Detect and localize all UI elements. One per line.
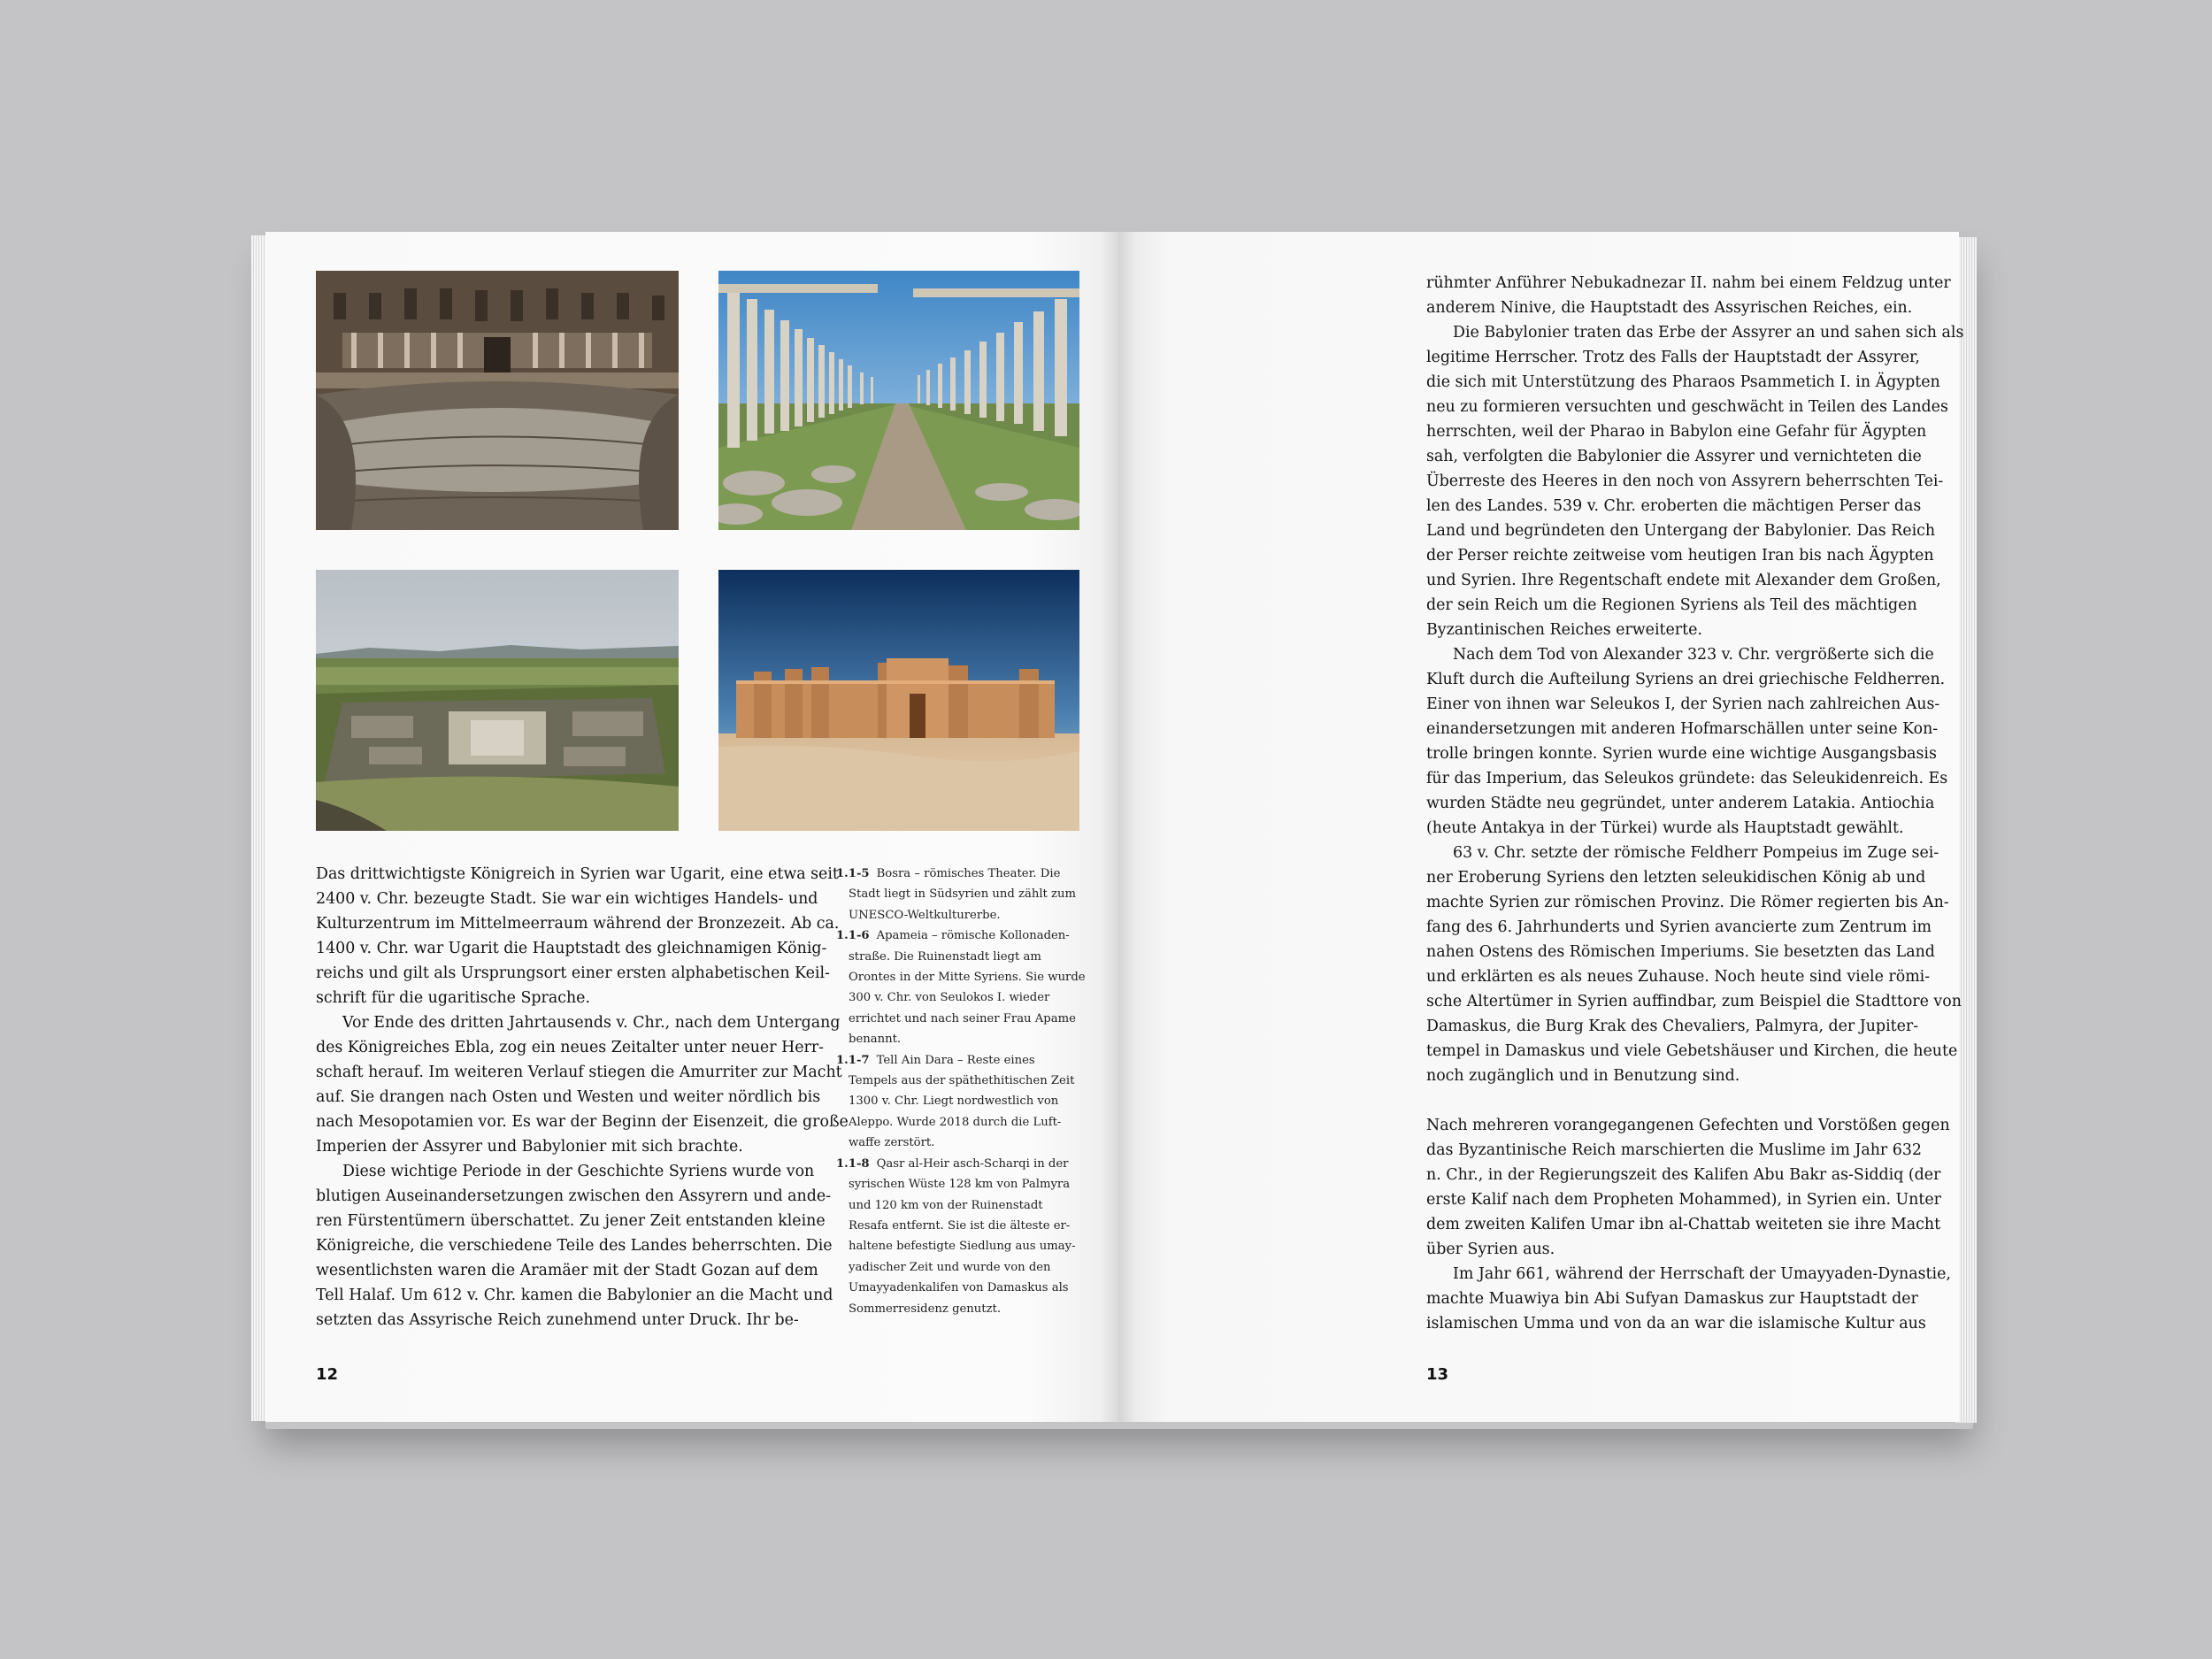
caption-text: errichtet und nach seiner Frau Apame bbox=[849, 1011, 1076, 1025]
left-line: wesentlichsten waren die Aramäer mit der Stadt Gozan auf dem bbox=[316, 1262, 818, 1279]
left-line: Vor Ende des dritten Jahrtausends v. Chr., nach dem Untergang bbox=[342, 1014, 841, 1032]
left-line: 2400 v. Chr. bezeugte Stadt. Sie war ein wichtiges Handels- und bbox=[316, 890, 818, 908]
left-line: reichs und gilt als Ursprungsort einer ersten alphabetischen Keil- bbox=[316, 964, 830, 982]
right-line: die sich mit Unterstützung des Pharaos Psammetich I. in Ägypten bbox=[1426, 373, 1940, 391]
caption-text: Apameia – römische Kollonaden- bbox=[876, 929, 1070, 943]
caption-text: Stadt liegt in Südsyrien und zählt zum bbox=[849, 887, 1076, 902]
right-line: Im Jahr 661, während der Herrschaft der Umayyaden-Dynastie, bbox=[1453, 1265, 1951, 1283]
caption-text: straße. Die Ruinenstadt liegt am bbox=[849, 949, 1041, 964]
right-line: und erklärten es als neues Zuhause. Noch heute sind viele römi- bbox=[1426, 968, 1931, 986]
caption-text: 300 v. Chr. von Seulokos I. wieder bbox=[849, 991, 1050, 1005]
caption-1-1-8 bbox=[836, 1154, 1093, 1319]
book-gutter bbox=[1101, 232, 1136, 1422]
caption-text: Umayyadenkalifen von Damaskus als bbox=[849, 1281, 1069, 1295]
left-line: Tell Halaf. Um 612 v. Chr. kamen die Babylonier an die Macht und bbox=[316, 1286, 833, 1304]
right-line: Damaskus, die Burg Krak des Chevaliers, Palmyra, der Jupiter- bbox=[1426, 1018, 1919, 1035]
tell-ain-dara-photo bbox=[316, 570, 679, 831]
right-line: einandersetzungen mit anderen Hofmarschällen unter seine Kon- bbox=[1426, 720, 1939, 738]
right-line: trolle bringen konnte. Syrien wurde eine wichtige Ausgangsbasis bbox=[1426, 745, 1937, 763]
left-line: nach Mesopotamien vor. Es war der Beginn der Eisenzeit, die große bbox=[316, 1113, 849, 1131]
left-line: blutigen Auseinandersetzungen zwischen den Assyrern und ande- bbox=[316, 1187, 832, 1205]
right-line: Die Babylonier traten das Erbe der Assyrer an und sahen sich als bbox=[1453, 324, 1964, 342]
caption-1-1-5 bbox=[836, 864, 1093, 926]
right-line: nahen Ostens des Römischen Imperiums. Sie besetzten das Land bbox=[1426, 943, 1935, 961]
left-page-number: 12 bbox=[316, 1365, 339, 1384]
right-line: herrschten, weil der Pharao in Babylon eine Gefahr für Ägypten bbox=[1426, 423, 1927, 441]
caption-number: 1.1-8 bbox=[836, 1156, 870, 1171]
qasr-al-heir-photo bbox=[718, 570, 1079, 831]
right-line: ner Eroberung Syriens den letzten seleukidischen König ab und bbox=[1426, 869, 1926, 887]
photo-captions bbox=[836, 864, 1093, 1319]
left-line: Königreiche, die verschiedene Teile des Landes beherrschten. Die bbox=[316, 1237, 833, 1255]
right-line: anderem Ninive, die Hauptstadt des Assyrischen Reiches, ein. bbox=[1426, 299, 1913, 317]
right-line: (heute Antakya in der Türkei) wurde als Hauptstadt gewählt. bbox=[1426, 819, 1904, 837]
right-line: rühmter Anführer Nebukadnezar II. nahm bei einem Feldzug unter bbox=[1426, 274, 1951, 292]
left-line: schrift für die ugaritische Sprache. bbox=[316, 989, 590, 1007]
caption-text: yadischer Zeit und wurde von den bbox=[849, 1260, 1051, 1274]
right-line: dem zweiten Kalifen Umar ibn al-Chattab weiteten sie ihre Macht bbox=[1426, 1216, 1941, 1233]
right-line: machte Syrien zur römischen Provinz. Die Römer regierten bis An- bbox=[1426, 894, 1949, 911]
caption-text: waffe zerstört. bbox=[849, 1136, 935, 1150]
caption-text: UNESCO-Weltkulturerbe. bbox=[849, 908, 1001, 922]
right-line: fang des 6. Jahrhunderts und Syrien avancierte zum Zentrum im bbox=[1426, 918, 1932, 936]
right-line: legitime Herrscher. Trotz des Falls der Hauptstadt der Assyrer, bbox=[1426, 349, 1920, 366]
right-line: tempel in Damaskus und viele Gebetshäuser und Kirchen, die heute bbox=[1426, 1042, 1958, 1060]
left-line: des Königreiches Ebla, zog ein neues Zeitalter unter neuer Herr- bbox=[316, 1039, 825, 1056]
right-line: Nach mehreren vorangegangenen Gefechten und Vorstößen gegen bbox=[1426, 1117, 1950, 1134]
caption-text: Aleppo. Wurde 2018 durch die Luft- bbox=[849, 1115, 1062, 1129]
caption-1-1-6 bbox=[836, 926, 1093, 1049]
right-line: und Syrien. Ihre Regentschaft endete mit Alexander dem Großen, bbox=[1426, 572, 1941, 589]
caption-text: Tell Ain Dara – Reste eines bbox=[876, 1053, 1035, 1067]
left-line: schaft herauf. Im weiteren Verlauf stiegen die Amurriter zur Macht bbox=[316, 1064, 842, 1081]
right-line: sah, verfolgten die Babylonier die Assyrer und vernichteten die bbox=[1426, 448, 1922, 465]
left-line: Das drittwichtigste Königreich in Syrien war Ugarit, eine etwa seit bbox=[316, 865, 839, 883]
right-line: Einer von ihnen war Seleukos I, der Syrien nach zahlreichen Aus- bbox=[1426, 695, 1940, 713]
right-line: n. Chr., in der Regierungszeit des Kalifen Abu Bakr as-Siddiq (der bbox=[1426, 1166, 1941, 1184]
left-line: auf. Sie drangen nach Osten und Westen und weiter nördlich bis bbox=[316, 1088, 821, 1106]
right-page-number: 13 bbox=[1426, 1365, 1449, 1384]
caption-text: syrischen Wüste 128 km von Palmyra bbox=[849, 1178, 1071, 1192]
left-line: 1400 v. Chr. war Ugarit die Hauptstadt des gleichnamigen König- bbox=[316, 940, 827, 957]
right-line: machte Muawiya bin Abi Sufyan Damaskus zur Hauptstadt der bbox=[1426, 1290, 1918, 1308]
left-body-text bbox=[316, 862, 849, 1333]
apameia-colonnade-photo bbox=[718, 271, 1079, 530]
left-line: setzten das Assyrische Reich zunehmend unter Druck. Ihr be- bbox=[316, 1311, 799, 1329]
right-line: der sein Reich um die Regionen Syriens als Teil des mächtigen bbox=[1426, 596, 1917, 614]
caption-number: 1.1-5 bbox=[836, 867, 870, 880]
right-line: Nach dem Tod von Alexander 323 v. Chr. vergrößerte sich die bbox=[1453, 646, 1934, 664]
caption-text: und 120 km von der Ruinenstadt bbox=[849, 1198, 1043, 1212]
right-line: islamischen Umma und von da an war die islamische Kultur aus bbox=[1426, 1315, 1926, 1333]
right-line: der Perser reichte zeitweise vom heutigen Iran bis nach Ägypten bbox=[1426, 547, 1934, 565]
caption-text: Bosra – römisches Theater. Die bbox=[876, 867, 1061, 880]
right-line: das Byzantinische Reich marschierten die Muslime im Jahr 632 bbox=[1426, 1141, 1922, 1159]
right-line: Überreste des Heeres in den noch von Assyrern beherrschten Tei- bbox=[1426, 472, 1944, 490]
caption-number: 1.1-7 bbox=[836, 1053, 870, 1067]
right-line: für das Imperium, das Seleukos gründete: das Seleukidenreich. Es bbox=[1426, 770, 1948, 787]
caption-text: Tempels aus der späthethitischen Zeit bbox=[849, 1074, 1075, 1088]
right-line: len des Landes. 539 v. Chr. eroberten die mächtigen Perser das bbox=[1426, 497, 1922, 515]
right-line: erste Kalif nach dem Propheten Mohammed), in Syrien ein. Unter bbox=[1426, 1191, 1941, 1209]
right-line: wurden Städte neu gegründet, unter anderem Latakia. Antiochia bbox=[1426, 795, 1935, 812]
caption-1-1-7 bbox=[836, 1050, 1093, 1154]
caption-text: haltene befestigte Siedlung aus umay- bbox=[849, 1240, 1076, 1254]
right-body-text bbox=[1426, 271, 1963, 1336]
right-line: 63 v. Chr. setzte der römische Feldherr Pompeius im Zuge sei- bbox=[1453, 844, 1939, 862]
left-line: ren Fürstentümern überschattet. Zu jener Zeit entstanden kleine bbox=[316, 1212, 826, 1230]
left-line: Imperien der Assyrer und Babylonier mit sich brachte. bbox=[316, 1138, 743, 1156]
left-line: Diese wichtige Periode in der Geschichte Syriens wurde von bbox=[342, 1163, 815, 1180]
bosra-theater-photo bbox=[316, 271, 679, 530]
caption-text: Resafa entfernt. Sie ist die älteste er- bbox=[849, 1218, 1071, 1233]
right-line: Kluft durch die Aufteilung Syriens an drei griechische Feldherren. bbox=[1426, 671, 1946, 688]
right-line: sche Altertümer in Syrien auffindbar, zum Beispiel die Stadttore von bbox=[1426, 993, 1962, 1010]
right-line: noch zugänglich und in Benutzung sind. bbox=[1426, 1067, 1740, 1085]
right-line: über Syrien aus. bbox=[1426, 1240, 1555, 1258]
caption-number: 1.1-6 bbox=[836, 929, 870, 943]
caption-text: Qasr al-Heir asch-Scharqi in der bbox=[876, 1156, 1069, 1171]
caption-text: Sommerresidenz genutzt. bbox=[849, 1302, 1002, 1316]
caption-text: Orontes in der Mitte Syriens. Sie wurde bbox=[849, 971, 1086, 985]
right-line: Byzantinischen Reiches erweiterte. bbox=[1426, 621, 1702, 639]
caption-text: 1300 v. Chr. Liegt nordwestlich von bbox=[849, 1094, 1059, 1109]
right-line: neu zu formieren versuchten und geschwächt in Teilen des Landes bbox=[1426, 398, 1948, 416]
right-line: Land und begründeten den Untergang der Babylonier. Das Reich bbox=[1426, 522, 1936, 540]
left-line: Kulturzentrum im Mittelmeerraum während der Bronzezeit. Ab ca. bbox=[316, 915, 840, 933]
caption-text: benannt. bbox=[849, 1033, 902, 1047]
